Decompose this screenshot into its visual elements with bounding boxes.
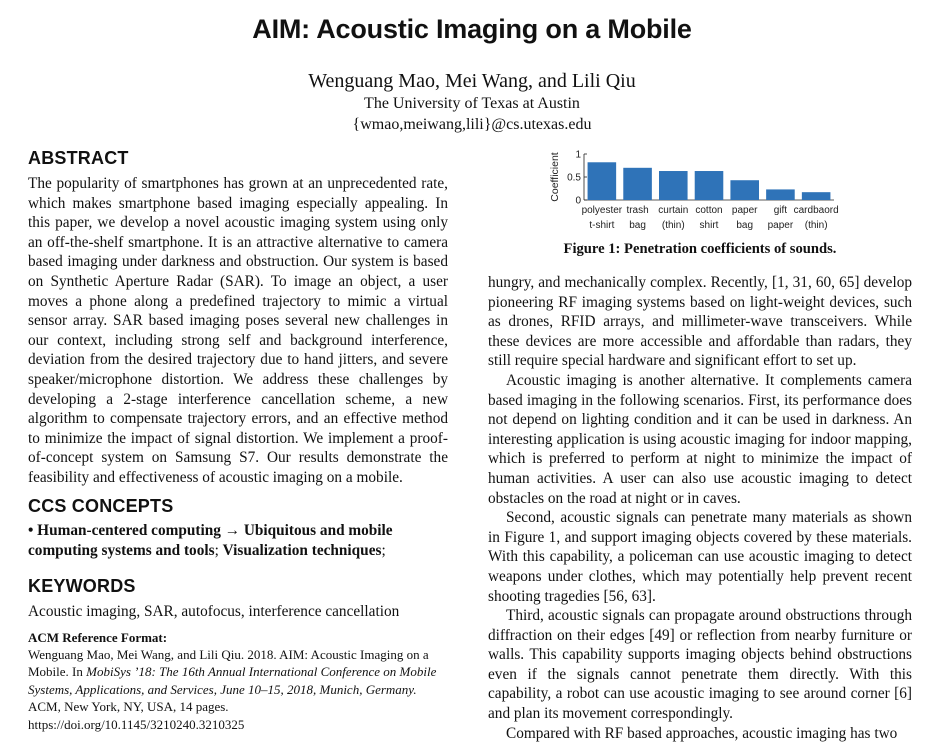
x-tick-label: bag [629,220,646,231]
keywords-heading: KEYWORDS [28,576,136,596]
y-axis-label: Coefficient [549,152,561,202]
keywords-text: Acoustic imaging, SAR, autofocus, interference cancellation [28,603,400,620]
body-paragraph-1: hungry, and mechanically complex. Recently, [1, 31, 60, 65] develop pioneering RF imaging systems based on light-weight devices, such as drones, RFID arrays, and millimeter-wave transceivers. While these devices are more accessible and affordable than radars, they still require special hardware and significant effort to set up. [488,274,912,370]
body-paragraph-4: Third, acoustic signals can propagate around obstructions through diffraction on their edges [49] or reflection from nearby furniture or walls. This capability supports imaging objects behind obstructions even if the signals cannot penetrate them directly. With this capability, a robot can use acoustic imaging to see around corner [6] and plan its movement correspondingly. [488,607,912,723]
bar [802,192,831,200]
x-tick-label: polyester [581,205,623,216]
ccs-body [28,521,448,560]
x-tick-label: paper [767,220,794,231]
reference-venue: MobiSys ’18: The 16th Annual International Conference on Mobile Systems, Applications, and Services, June 10–15, 2018, Munich, Germany. [28,664,437,697]
paper-title: AIM: Acoustic Imaging on a Mobile [252,14,692,44]
reference-publisher: ACM, New York, NY, USA, 14 pages. https://doi.org/10.1145/3210240.3210325 [28,699,245,732]
x-tick-label: gift [773,205,788,216]
reference-heading: ACM Reference Format: [28,630,168,645]
ccs-separator: ; [214,541,223,559]
x-tick-label: cardbaord [793,205,839,216]
bar [659,171,688,200]
x-tick-label: (thin) [661,220,685,231]
x-tick-label: shirt [699,220,719,231]
reference-authors: Wenguang Mao, Mei Wang, and Lili Qiu. 2018. AIM: Acoustic Imaging on a Mobile. In [28,647,429,680]
penetration-chart [544,146,844,238]
x-tick-label: cotton [695,205,723,216]
body-text [488,273,912,743]
reference-block [28,630,448,733]
ccs-concept-1: • Human-centered computing → Ubiquitous and mobile computing systems and tools [28,522,393,559]
abstract-text: The popularity of smartphones has grown at an unprecedented rate, which makes smartphone based imaging especially appealing. In this paper, we develop a novel acoustic imaging system using only an off-the-shelf smartphone. It is an attractive alternative to camera based imaging under darkness and obstruction. Our system is based on Synthetic Aperture Radar (SAR). To image an object, a user moves a phone along a predefined trajectory to mimic a virtual sensor array. SAR based imaging poses several new challenges in our context, including strong self and background interference, deviation from the desired trajectory due to hand jitters, and severe speaker/microphone distortion. We address these challenges by developing a 2-stage interference cancellation scheme, a new algorithm to compensate trajectory errors, and an effective method to minimize the impact of signal distortion. We implement a proof-of-concept system on Samsung S7. Our results demonstrate the feasibility and effectiveness of acoustic imaging on a mobile. [28,175,448,486]
ccs-heading: CCS CONCEPTS [28,496,174,516]
x-tick-label: t-shirt [589,220,615,231]
bar [623,168,652,200]
figure-caption: Figure 1: Penetration coefficients of sounds. [563,241,837,257]
bar [730,180,759,200]
x-tick-label: bag [736,220,754,231]
ccs-text [28,521,448,560]
y-tick-label: 0.5 [567,172,581,184]
body-paragraph-2: Acoustic imaging is another alternative. It complements camera based imaging in the following scenarios. First, its performance does not depend on lighting condition and it can be used in darkness. An interesting application is using acoustic imaging for indoor mapping, which is preferred to perform at night to minimize the impact of human activities. A user can also use acoustic imaging to detect obstacles on the road at night or in caves. [488,371,912,507]
x-tick-label: curtain [658,205,689,216]
bar [766,189,795,200]
bar [695,171,724,200]
x-tick-label: paper [731,205,758,216]
body-paragraph-3: Second, acoustic signals can penetrate many materials as shown in Figure 1, and support imaging objects covered by these materials. With this capability, a policeman can use acoustic imaging to detect weapons under clothes, which may potentially help prevent recent shooting tragedies [56, 63]. [488,509,912,605]
x-tick-label: (thin) [804,220,828,231]
reference-text [28,646,448,733]
y-tick-label: 1 [575,149,581,161]
keywords-body [28,602,448,622]
ccs-end: ; [381,541,386,559]
paper-email: {wmao,meiwang,lili}@cs.utexas.edu [352,116,592,133]
y-tick-label: 0 [575,195,581,207]
abstract-heading: ABSTRACT [28,148,129,168]
paper-affiliation: The University of Texas at Austin [364,95,580,112]
figure-1 [544,146,844,238]
paper-authors: Wenguang Mao, Mei Wang, and Lili Qiu [308,70,636,92]
ccs-concept-2: Visualization techniques [222,541,382,559]
body-paragraph-5: Compared with RF based approaches, acoustic imaging has two [506,724,898,742]
x-tick-label: trash [626,205,649,216]
bar [588,162,617,200]
abstract-body [28,174,448,488]
